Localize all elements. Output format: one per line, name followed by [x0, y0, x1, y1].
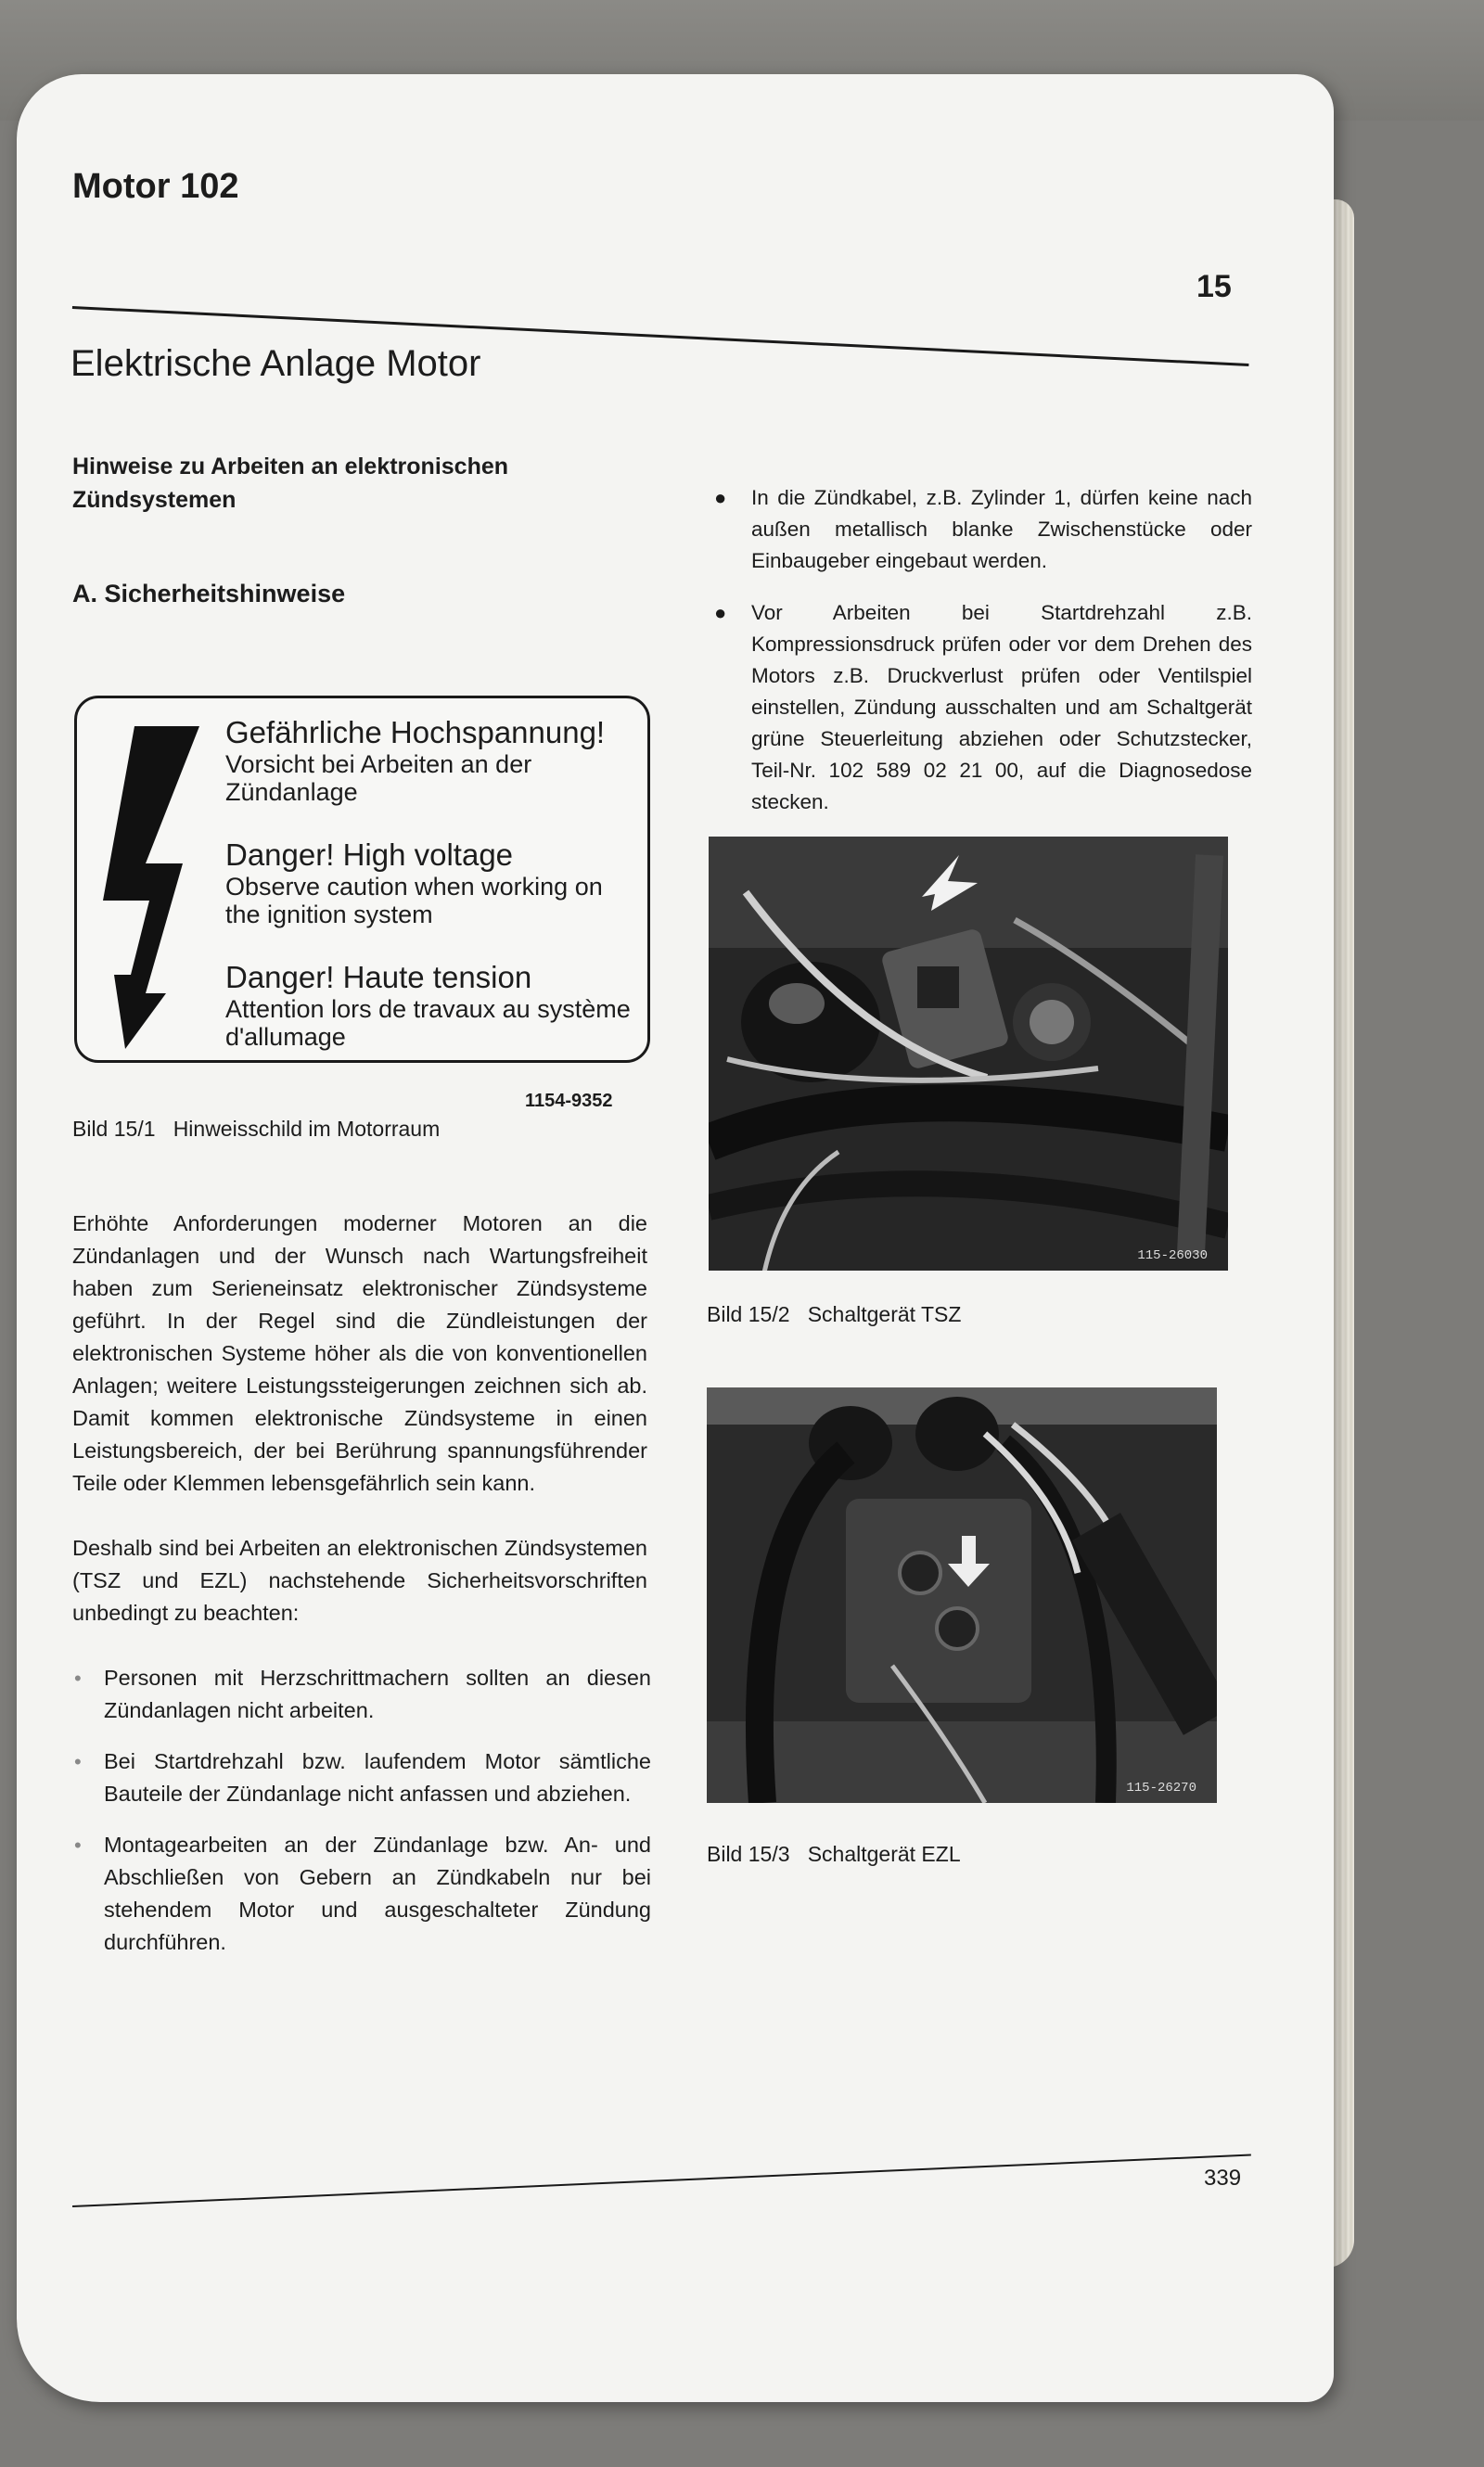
engine-bay-photo	[707, 1387, 1217, 1803]
warning-heading: Danger! High voltage	[225, 837, 514, 872]
caption-number: Bild 15/1	[72, 1117, 156, 1141]
caption-number: Bild 15/3	[707, 1842, 790, 1866]
page-title: Elektrische Anlage Motor	[70, 343, 481, 384]
lightning-bolt-icon	[90, 715, 211, 1049]
footer-rule	[72, 2154, 1251, 2207]
list-item: ● In die Zündkabel, z.B. Zylinder 1, dürfen keine nach außen metallisch blanke Zwischenstücke oder Einbaugeber eingebaut werden.	[714, 482, 1252, 577]
warning-german	[225, 715, 643, 806]
list-item: ● Vor Arbeiten bei Startdrehzahl z.B. Kompressionsdruck prüfen oder vor dem Drehen des Motors z.B. Druckverlust prüfen oder Ventilspiel einstellen, Zündung ausschalten und am Schaltgerät grüne Steuerleitung abziehen oder Schutzstecker, Teil-Nr. 102 589 02 21 00, auf die Diagnosedose stecken.	[714, 597, 1252, 818]
warning-text: Observe caution when working on the ignition system	[225, 873, 603, 928]
body-paragraph-1: Erhöhte Anforderungen moderner Motoren an die Zündanlagen und der Wunsch nach Wartungsfreiheit haben zum Serieneinsatz elektronischer Zündsysteme geführt. In der Regel sind die Zündleistungen der elektronischen Systeme höher als die von konventionellen Anlagen; weitere Leistungssteigerungen zeichnen sich ab. Damit kommen elektronische Zündsysteme in einen Leistungsbereich, der bei Berührung spannungsführender Teile oder Klemmen lebensgefährlich sein kann.	[72, 1211, 647, 1495]
warning-english	[225, 837, 643, 928]
photo-reference: 115-26030	[1137, 1248, 1208, 1263]
list-item: • Personen mit Herzschrittmachern sollten an diesen Zündanlagen nicht arbeiten.	[72, 1662, 651, 1727]
photo-tsz-control-unit	[709, 837, 1228, 1271]
warning-text: Vorsicht bei Arbeiten an der Zündanlage	[225, 750, 532, 806]
chapter-number: 15	[1196, 269, 1232, 304]
high-voltage-warning-sign	[74, 696, 650, 1063]
engine-bay-photo	[709, 837, 1228, 1271]
warning-text: Attention lors de travaux au système d'allumage	[225, 995, 631, 1051]
subheading-safety: A. Sicherheitshinweise	[72, 580, 346, 607]
subheading: Hinweise zu Arbeiten an elektronischen Zündsystemen	[72, 454, 509, 513]
warning-french	[225, 960, 643, 1051]
page-number: 339	[1204, 2166, 1242, 2191]
manual-page	[17, 74, 1334, 2402]
list-item: • Montagearbeiten an der Zündanlage bzw. An- und Abschließen von Gebern an Zündkabeln nur bei stehendem Motor und ausgeschalteter Zündung durchführen.	[72, 1829, 651, 1959]
body-paragraph-2: Deshalb sind bei Arbeiten an elektronischen Zündsystemen (TSZ und EZL) nachstehende Sicherheitsvorschriften unbedingt zu beachten:	[72, 1536, 647, 1625]
section-title: Motor 102	[72, 167, 239, 206]
caption-text: Schaltgerät TSZ	[807, 1302, 962, 1326]
caption-text: Hinweisschild im Motorraum	[173, 1117, 441, 1141]
figure-caption-15-3	[707, 1842, 961, 1867]
warning-heading: Gefährliche Hochspannung!	[225, 715, 606, 749]
figure-caption-15-1	[72, 1117, 440, 1142]
photo-reference: 115-26270	[1126, 1781, 1196, 1796]
safety-bullet-list	[72, 1662, 651, 1977]
right-bullet-list	[714, 482, 1252, 838]
caption-text: Schaltgerät EZL	[807, 1842, 961, 1866]
photo-ezl-control-unit	[707, 1387, 1217, 1803]
caption-number: Bild 15/2	[707, 1302, 790, 1326]
list-item: • Bei Startdrehzahl bzw. laufendem Motor sämtliche Bauteile der Zündanlage nicht anfassen und abziehen.	[72, 1745, 651, 1810]
figure-caption-15-2	[707, 1302, 961, 1327]
warning-heading: Danger! Haute tension	[225, 960, 532, 994]
figure-code: 1154-9352	[525, 1091, 613, 1111]
